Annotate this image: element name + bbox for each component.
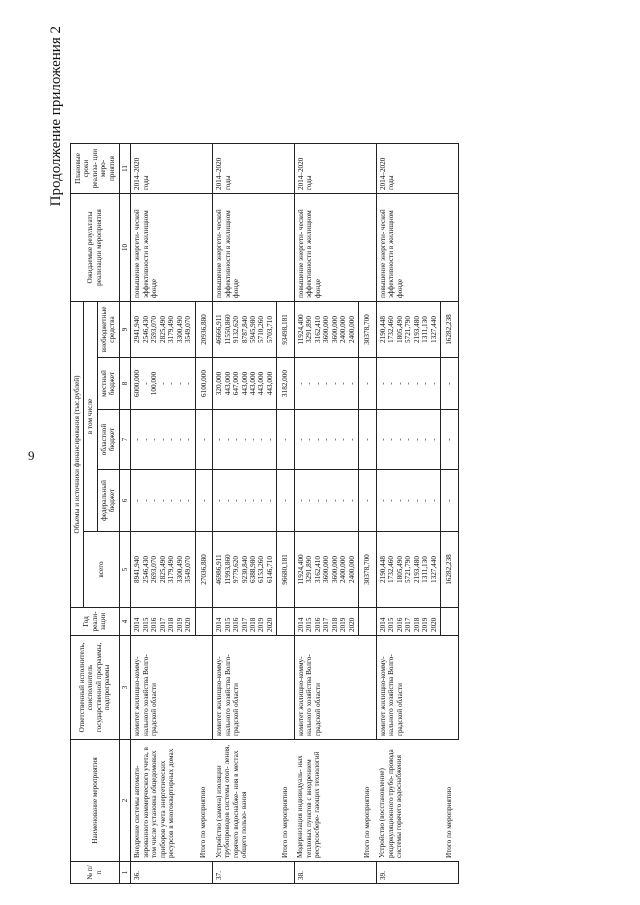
total-label: Итого по мероприятию bbox=[441, 740, 458, 862]
cell-value: - bbox=[305, 438, 314, 441]
cell-value: 3162,410 bbox=[313, 556, 322, 583]
table-row bbox=[131, 144, 195, 884]
cell-value: 9230,840 bbox=[240, 556, 249, 583]
cell-value: 2400,000 bbox=[339, 556, 348, 583]
cell-value: - bbox=[412, 499, 421, 502]
cell-value: - bbox=[240, 499, 249, 502]
offbudget-values bbox=[213, 302, 277, 358]
col-number: 5 bbox=[119, 532, 130, 608]
cell-value: - bbox=[158, 438, 167, 441]
local-values bbox=[294, 358, 358, 410]
cell-value: - bbox=[133, 438, 142, 441]
col-year-header: Год реали- зации bbox=[71, 608, 120, 636]
cell-value: 2016 bbox=[150, 617, 159, 632]
cell-value: 2400,000 bbox=[347, 316, 356, 343]
measure-name: Модернизация индивидуаль- ных тепловых пунктов с внедрением ресурсосбере- гающих технологий bbox=[294, 740, 358, 862]
col-including-header: в том числе bbox=[84, 302, 97, 532]
cell-value: 2020 bbox=[429, 617, 438, 632]
cell-value: - bbox=[404, 499, 413, 502]
total-label: Итого по мероприятию bbox=[277, 740, 294, 862]
cell-value: 3179,490 bbox=[167, 316, 176, 343]
cell-value: 2019 bbox=[339, 617, 348, 632]
table-body bbox=[131, 144, 459, 884]
cell-value: 11993,860 bbox=[223, 554, 232, 585]
cell-value: 2014 bbox=[296, 617, 305, 632]
col-volumes-header: Объемы и источники финансирования (тыс.рублей) bbox=[71, 302, 84, 608]
measure-name: Внедрение системы автомати- зированного коммерческого учета, в том числе установка общедомовых приборов учета энергетических ресурсов в многоквартирных домах bbox=[131, 740, 195, 862]
total-local: 6100,000 bbox=[195, 358, 212, 410]
cell-value: - bbox=[175, 382, 184, 385]
cell-value: - bbox=[223, 499, 232, 502]
cell-value: - bbox=[378, 382, 387, 385]
cell-value: 3291,890 bbox=[305, 316, 314, 343]
cell-value: - bbox=[184, 438, 193, 441]
col-regional-header: областной бюджет bbox=[97, 410, 119, 470]
cell-value: - bbox=[141, 499, 150, 502]
total-offbudget: 93498,181 bbox=[277, 302, 294, 358]
cell-value: - bbox=[257, 438, 266, 441]
cell-value: - bbox=[387, 382, 396, 385]
cell-value: - bbox=[421, 382, 430, 385]
col-number: 6 bbox=[119, 470, 130, 532]
offbudget-values bbox=[294, 302, 358, 358]
cell-value: 2015 bbox=[141, 617, 150, 632]
cell-value: - bbox=[395, 499, 404, 502]
cell-value: 5710,260 bbox=[257, 316, 266, 343]
total-sum: 30378,700 bbox=[359, 532, 376, 608]
cell-value: 2018 bbox=[167, 617, 176, 632]
regional-values bbox=[294, 410, 358, 470]
cell-value: - bbox=[175, 438, 184, 441]
total-sum: 96680,181 bbox=[277, 532, 294, 608]
cell-value: - bbox=[296, 438, 305, 441]
cell-value: 1311,130 bbox=[421, 316, 430, 343]
cell-value: 3549,070 bbox=[184, 316, 193, 343]
cell-value: - bbox=[429, 438, 438, 441]
cell-value: 11924,400 bbox=[296, 554, 305, 585]
cell-value: 320,000 bbox=[215, 371, 224, 396]
cell-value: 2017 bbox=[404, 617, 413, 632]
cell-value: - bbox=[249, 499, 257, 502]
cell-value: - bbox=[150, 438, 159, 441]
cell-value: - bbox=[395, 438, 404, 441]
cell-value: - bbox=[347, 499, 356, 502]
cell-value: - bbox=[240, 438, 249, 441]
total-values bbox=[213, 532, 277, 608]
cell-value: - bbox=[167, 382, 176, 385]
total-values bbox=[294, 532, 358, 608]
federal-values bbox=[213, 470, 277, 532]
col-number: 8 bbox=[119, 358, 130, 410]
col-results-header: Ожидаемые результаты реализации мероприятия bbox=[71, 194, 120, 302]
cell-value: 8787,840 bbox=[240, 316, 249, 343]
federal-values bbox=[376, 470, 440, 532]
cell-value: 2019 bbox=[421, 617, 430, 632]
cell-value: 1327,440 bbox=[429, 556, 438, 583]
cell-value: 1311,130 bbox=[421, 556, 430, 583]
cell-value: - bbox=[387, 499, 396, 502]
year-values bbox=[213, 608, 277, 636]
cell-value: 2015 bbox=[305, 617, 314, 632]
total-federal: - bbox=[441, 470, 458, 532]
cell-value: 443,000 bbox=[249, 371, 257, 396]
executor: комитет жилищно-комму- нального хозяйства Волго- градской области bbox=[294, 636, 376, 740]
expected-result: повышение энергети- ческой эффективности в жилищном фонде bbox=[213, 194, 295, 302]
cell-value: 2015 bbox=[387, 617, 396, 632]
cell-value: - bbox=[175, 499, 184, 502]
cell-value: 2825,490 bbox=[158, 556, 167, 583]
local-values bbox=[131, 358, 195, 410]
cell-value: - bbox=[265, 499, 274, 502]
cell-value: 1805,490 bbox=[395, 316, 404, 343]
cell-value: - bbox=[322, 382, 331, 385]
cell-value: 2019 bbox=[257, 617, 266, 632]
cell-value: 2693,070 bbox=[150, 556, 159, 583]
cell-value: 2018 bbox=[330, 617, 339, 632]
cell-value: 2546,430 bbox=[141, 316, 150, 343]
cell-value: - bbox=[296, 382, 305, 385]
cell-value: - bbox=[330, 382, 339, 385]
cell-value: 3600,000 bbox=[322, 556, 331, 583]
cell-value: - bbox=[167, 499, 176, 502]
federal-values bbox=[294, 470, 358, 532]
regional-values bbox=[213, 410, 277, 470]
total-local: - bbox=[359, 358, 376, 410]
year-values bbox=[376, 608, 440, 636]
cell-value: - bbox=[421, 438, 430, 441]
planned-term: 2014–2020 годы bbox=[376, 144, 458, 194]
cell-value: - bbox=[296, 499, 305, 502]
row-number: 37. bbox=[213, 862, 295, 884]
cell-value: 6000,000 bbox=[133, 370, 142, 397]
col-number: 11 bbox=[119, 144, 130, 194]
col-number: 7 bbox=[119, 410, 130, 470]
cell-value: 6146,710 bbox=[265, 556, 274, 583]
cell-value: - bbox=[313, 382, 322, 385]
row-number: 39. bbox=[376, 862, 458, 884]
cell-value: - bbox=[167, 438, 176, 441]
cell-value: 6153,260 bbox=[257, 556, 266, 583]
cell-value: - bbox=[330, 499, 339, 502]
col-total-header: всего bbox=[84, 532, 119, 608]
total-regional: - bbox=[441, 410, 458, 470]
cell-value: 2190,448 bbox=[378, 316, 387, 343]
cell-value: 3291,890 bbox=[305, 556, 314, 583]
table-header bbox=[71, 144, 131, 884]
cell-value: 2014 bbox=[133, 617, 142, 632]
cell-value: - bbox=[133, 499, 142, 502]
cell-value: - bbox=[322, 499, 331, 502]
cell-value: - bbox=[395, 382, 404, 385]
expected-result: повышение энергети- ческой эффективности в жилищном фонде bbox=[294, 194, 376, 302]
col-number: 4 bbox=[119, 608, 130, 636]
cell-value: - bbox=[305, 499, 314, 502]
cell-value: 2018 bbox=[412, 617, 421, 632]
cell-value: 5703,710 bbox=[265, 316, 274, 343]
cell-value: 1732,460 bbox=[387, 316, 396, 343]
year-values bbox=[131, 608, 195, 636]
cell-value: 1732,460 bbox=[387, 556, 396, 583]
federal-values bbox=[131, 470, 195, 532]
cell-value: 5721,790 bbox=[404, 316, 413, 343]
cell-value: - bbox=[257, 499, 266, 502]
total-federal: - bbox=[277, 470, 294, 532]
cell-value: 6388,980 bbox=[249, 556, 257, 583]
offbudget-values bbox=[376, 302, 440, 358]
row-number: 36. bbox=[131, 862, 213, 884]
cell-value: - bbox=[429, 499, 438, 502]
year-values bbox=[294, 608, 358, 636]
cell-value: - bbox=[184, 382, 193, 385]
cell-value: 46986,911 bbox=[215, 554, 224, 585]
cell-value: - bbox=[223, 438, 232, 441]
executor: комитет жилищно-комму- нального хозяйства Волго- градской области bbox=[131, 636, 213, 740]
cell-value: 2400,000 bbox=[339, 316, 348, 343]
cell-value: - bbox=[339, 499, 348, 502]
cell-value: - bbox=[330, 438, 339, 441]
cell-value: 2941,940 bbox=[133, 316, 142, 343]
expected-result: повышение энергети- ческой эффективности в жилищном фонде bbox=[131, 194, 213, 302]
cell-value: - bbox=[339, 382, 348, 385]
cell-value: - bbox=[404, 382, 413, 385]
table-row bbox=[376, 144, 440, 884]
cell-value: - bbox=[215, 499, 224, 502]
planned-term: 2014–2020 годы bbox=[131, 144, 213, 194]
cell-value: - bbox=[305, 382, 314, 385]
cell-value: - bbox=[412, 438, 421, 441]
total-federal: - bbox=[195, 470, 212, 532]
cell-value: 1805,490 bbox=[395, 556, 404, 583]
cell-value: 443,000 bbox=[223, 371, 232, 396]
cell-value: 3300,490 bbox=[175, 316, 184, 343]
cell-value: 2546,430 bbox=[141, 556, 150, 583]
cell-value: 5721,790 bbox=[404, 556, 413, 583]
cell-value: 3549,070 bbox=[184, 556, 193, 583]
cell-value: 443,000 bbox=[257, 371, 266, 396]
local-values bbox=[213, 358, 277, 410]
table-row bbox=[213, 144, 277, 884]
cell-value: 8941,940 bbox=[133, 556, 142, 583]
cell-value: - bbox=[404, 438, 413, 441]
total-local: - bbox=[441, 358, 458, 410]
total-sum: 27036,880 bbox=[195, 532, 212, 608]
cell-value: 11924,400 bbox=[296, 314, 305, 345]
cell-value: - bbox=[347, 438, 356, 441]
total-sum: 16282,238 bbox=[441, 532, 458, 608]
cell-value: 2020 bbox=[347, 617, 356, 632]
total-regional: - bbox=[277, 410, 294, 470]
cell-value: - bbox=[347, 382, 356, 385]
cell-value: 2016 bbox=[313, 617, 322, 632]
cell-value: 9132,620 bbox=[232, 316, 241, 343]
total-offbudget: 20936,880 bbox=[195, 302, 212, 358]
cell-value: 2825,490 bbox=[158, 316, 167, 343]
cell-value: 2016 bbox=[395, 617, 404, 632]
cell-value: 3600,000 bbox=[322, 316, 331, 343]
cell-value: - bbox=[378, 499, 387, 502]
cell-value: 2400,000 bbox=[347, 556, 356, 583]
planned-term: 2014–2020 годы bbox=[294, 144, 376, 194]
col-offbudget-header: внебюджетные средства bbox=[97, 302, 119, 358]
cell-value: 3600,000 bbox=[330, 556, 339, 583]
total-local: 3182,000 bbox=[277, 358, 294, 410]
total-values bbox=[131, 532, 195, 608]
col-local-header: местный бюджет bbox=[97, 358, 119, 410]
total-year-empty bbox=[359, 608, 376, 636]
cell-value: 2020 bbox=[184, 617, 193, 632]
col-number: 10 bbox=[119, 194, 130, 302]
regional-values bbox=[131, 410, 195, 470]
cell-value: - bbox=[378, 438, 387, 441]
regional-values bbox=[376, 410, 440, 470]
total-offbudget: 30378,700 bbox=[359, 302, 376, 358]
cell-value: 3179,490 bbox=[167, 556, 176, 583]
cell-value: 100,000 bbox=[150, 371, 159, 396]
cell-value: - bbox=[184, 499, 193, 502]
cell-value: 3162,410 bbox=[313, 316, 322, 343]
total-federal: - bbox=[359, 470, 376, 532]
cell-value: 2593,070 bbox=[150, 316, 159, 343]
cell-value: - bbox=[232, 438, 241, 441]
total-year-empty bbox=[277, 608, 294, 636]
row-number: 38. bbox=[294, 862, 376, 884]
cell-value: 3300,490 bbox=[175, 556, 184, 583]
cell-value: 3600,000 bbox=[330, 316, 339, 343]
cell-value: - bbox=[412, 382, 421, 385]
col-executor-header: Ответственный исполнитель, соисполнитель государственной программы, подпрограммы bbox=[71, 636, 120, 740]
cell-value: 2016 bbox=[232, 617, 241, 632]
cell-value: 46666,911 bbox=[215, 314, 224, 345]
cell-value: 9779,620 bbox=[232, 556, 241, 583]
cell-value: 443,000 bbox=[240, 371, 249, 396]
cell-value: - bbox=[265, 438, 274, 441]
cell-value: - bbox=[215, 438, 224, 441]
cell-value: 1327,440 bbox=[429, 316, 438, 343]
cell-value: 443,000 bbox=[265, 371, 274, 396]
cell-value: - bbox=[141, 382, 150, 385]
table-row bbox=[294, 144, 358, 884]
offbudget-values bbox=[131, 302, 195, 358]
cell-value: - bbox=[322, 438, 331, 441]
expected-result: повышение энергети- ческой эффективности в жилищном фонде bbox=[376, 194, 458, 302]
cell-value: - bbox=[313, 499, 322, 502]
column-number-row bbox=[119, 144, 130, 884]
total-regional: - bbox=[359, 410, 376, 470]
planned-term: 2014–2020 годы bbox=[213, 144, 295, 194]
cell-value: - bbox=[141, 438, 150, 441]
col-terms-header: Плановые сроки реализа- ции меро- приятия bbox=[71, 144, 120, 194]
total-regional: - bbox=[195, 410, 212, 470]
cell-value: 2020 bbox=[265, 617, 274, 632]
cell-value: 2018 bbox=[249, 617, 257, 632]
cell-value: 2015 bbox=[223, 617, 232, 632]
program-table bbox=[70, 143, 459, 884]
total-label: Итого по мероприятию bbox=[359, 740, 376, 862]
col-number: 3 bbox=[119, 636, 130, 740]
col-federal-header: федеральный бюджет bbox=[97, 470, 119, 532]
total-year-empty bbox=[441, 608, 458, 636]
measure-name: Устройство (замена) изоляции трубопроводов системы отоп- ления, горячего водоснабже- ния в местах общего пользо- вания bbox=[213, 740, 277, 862]
cell-value: - bbox=[387, 438, 396, 441]
col-num-header: № п/п bbox=[71, 862, 120, 884]
cell-value: 5945,980 bbox=[249, 316, 257, 343]
page-number: 9 bbox=[28, 448, 35, 463]
continuation-header: Продолжение приложения 2 bbox=[48, 26, 64, 207]
cell-value: 2014 bbox=[215, 617, 224, 632]
total-year-empty bbox=[195, 608, 212, 636]
cell-value: 11550,860 bbox=[223, 314, 232, 345]
col-name-header: Наименование мероприятия bbox=[71, 740, 120, 862]
cell-value: 647,000 bbox=[232, 371, 241, 396]
cell-value: - bbox=[313, 438, 322, 441]
cell-value: 2017 bbox=[158, 617, 167, 632]
cell-value: - bbox=[249, 438, 257, 441]
cell-value: 2193,480 bbox=[412, 556, 421, 583]
local-values bbox=[376, 358, 440, 410]
total-label: Итого по мероприятию bbox=[195, 740, 212, 862]
cell-value: 2017 bbox=[240, 617, 249, 632]
cell-value: 2019 bbox=[175, 617, 184, 632]
cell-value: 2014 bbox=[378, 617, 387, 632]
cell-value: - bbox=[150, 499, 159, 502]
col-number: 9 bbox=[119, 302, 130, 358]
measure-name: Устройство (восстановление) рециркуляционного трубо- провода системы горячего водоснабжения bbox=[376, 740, 440, 862]
executor: комитет жилищно-комму- нального хозяйства Волго- градской области bbox=[213, 636, 295, 740]
cell-value: - bbox=[232, 499, 241, 502]
rotated-page bbox=[40, 24, 600, 884]
total-offbudget: 16282,238 bbox=[441, 302, 458, 358]
cell-value: - bbox=[158, 382, 167, 385]
cell-value: - bbox=[429, 382, 438, 385]
cell-value: - bbox=[339, 438, 348, 441]
cell-value: 2193,480 bbox=[412, 316, 421, 343]
col-number: 2 bbox=[119, 740, 130, 862]
cell-value: - bbox=[421, 499, 430, 502]
col-number: 1 bbox=[119, 862, 130, 884]
cell-value: 2017 bbox=[322, 617, 331, 632]
executor: комитет жилищно-комму- нального хозяйства Волго- градской области bbox=[376, 636, 458, 740]
total-values bbox=[376, 532, 440, 608]
cell-value: - bbox=[158, 499, 167, 502]
cell-value: 2190,448 bbox=[378, 556, 387, 583]
